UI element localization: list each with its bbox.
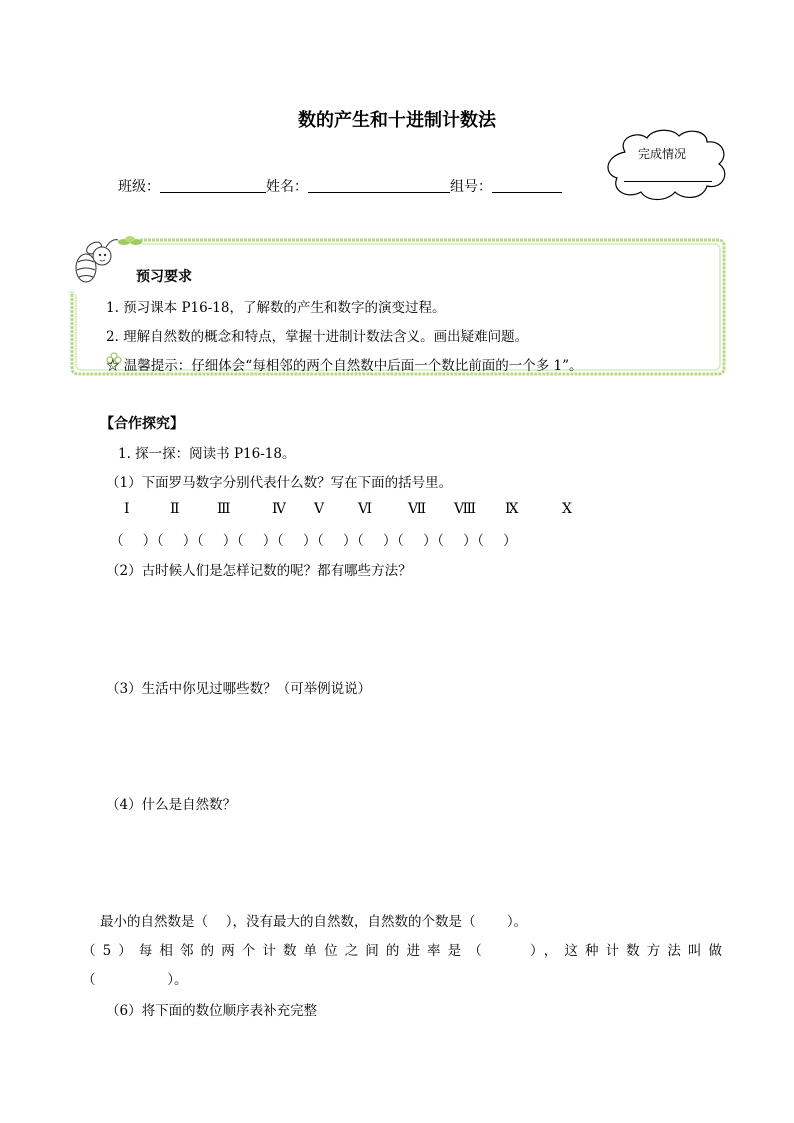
name-blank[interactable] (308, 178, 450, 193)
answer-parens-row[interactable]: （ ）（ ）（ ）（ ）（ ）（ ）（ ）（ ）（ ）（ ） (110, 533, 518, 549)
completion-cloud-icon (603, 128, 731, 202)
question-5-line-1: （5）每相邻的两个计数单位之间的进率是（ ），这种计数方法叫做 (82, 943, 722, 959)
question-5-line-2: （ ）。 (82, 972, 188, 988)
coop-heading: 【合作探究】 (100, 416, 184, 432)
class-blank[interactable] (160, 178, 266, 193)
preview-item-1: 1. 预习课本 P16-18，了解数的产生和数字的演变过程。 (106, 300, 446, 316)
question-6: （6）将下面的数位顺序表补充完整 (106, 1003, 318, 1019)
roman-numeral: Ⅶ (408, 501, 427, 517)
question-3: （3）生活中你见过哪些数？（可举例说说） (106, 681, 372, 697)
group-label: 组号： (450, 179, 492, 195)
natural-number-line: 最小的自然数是（ ），没有最大的自然数，自然数的个数是（ ）。 (100, 914, 528, 930)
completion-label: 完成情况 (638, 147, 687, 161)
question-2: （2）古时候人们是怎样记数的呢？都有哪些方法？ (106, 563, 412, 579)
roman-numeral: Ⅵ (358, 501, 373, 517)
roman-numeral: Ⅷ (454, 501, 477, 517)
roman-numeral: Ⅲ (217, 501, 231, 517)
completion-blank[interactable] (624, 181, 712, 182)
student-info-row (118, 176, 562, 196)
preview-tip: ☆ 温馨提示：仔细体会“每相邻的两个自然数中后面一个数比前面的一个多 1”。 (106, 358, 583, 374)
roman-numeral: Ⅸ (505, 501, 519, 517)
roman-numeral: Ⅴ (314, 501, 325, 517)
name-label: 姓名： (266, 179, 308, 195)
page-title: 数的产生和十进制计数法 (298, 110, 496, 131)
class-label: 班级： (118, 179, 160, 195)
question-4: （4）什么是自然数？ (106, 797, 237, 813)
roman-numeral: Ⅰ (124, 501, 130, 517)
explore-line: 1. 探一探：阅读书 P16-18。 (118, 446, 296, 462)
roman-numeral: Ⅳ (272, 501, 286, 517)
preview-item-2: 2. 理解自然数的概念和特点，掌握十进制计数法含义。画出疑难问题。 (106, 329, 529, 345)
question-1: （1）下面罗马数字分别代表什么数？写在下面的括号里。 (106, 475, 453, 491)
group-blank[interactable] (492, 178, 562, 193)
roman-numeral: Ⅱ (170, 501, 180, 517)
roman-numeral: Ⅹ (562, 501, 572, 517)
preview-heading: 预习要求 (136, 269, 192, 285)
